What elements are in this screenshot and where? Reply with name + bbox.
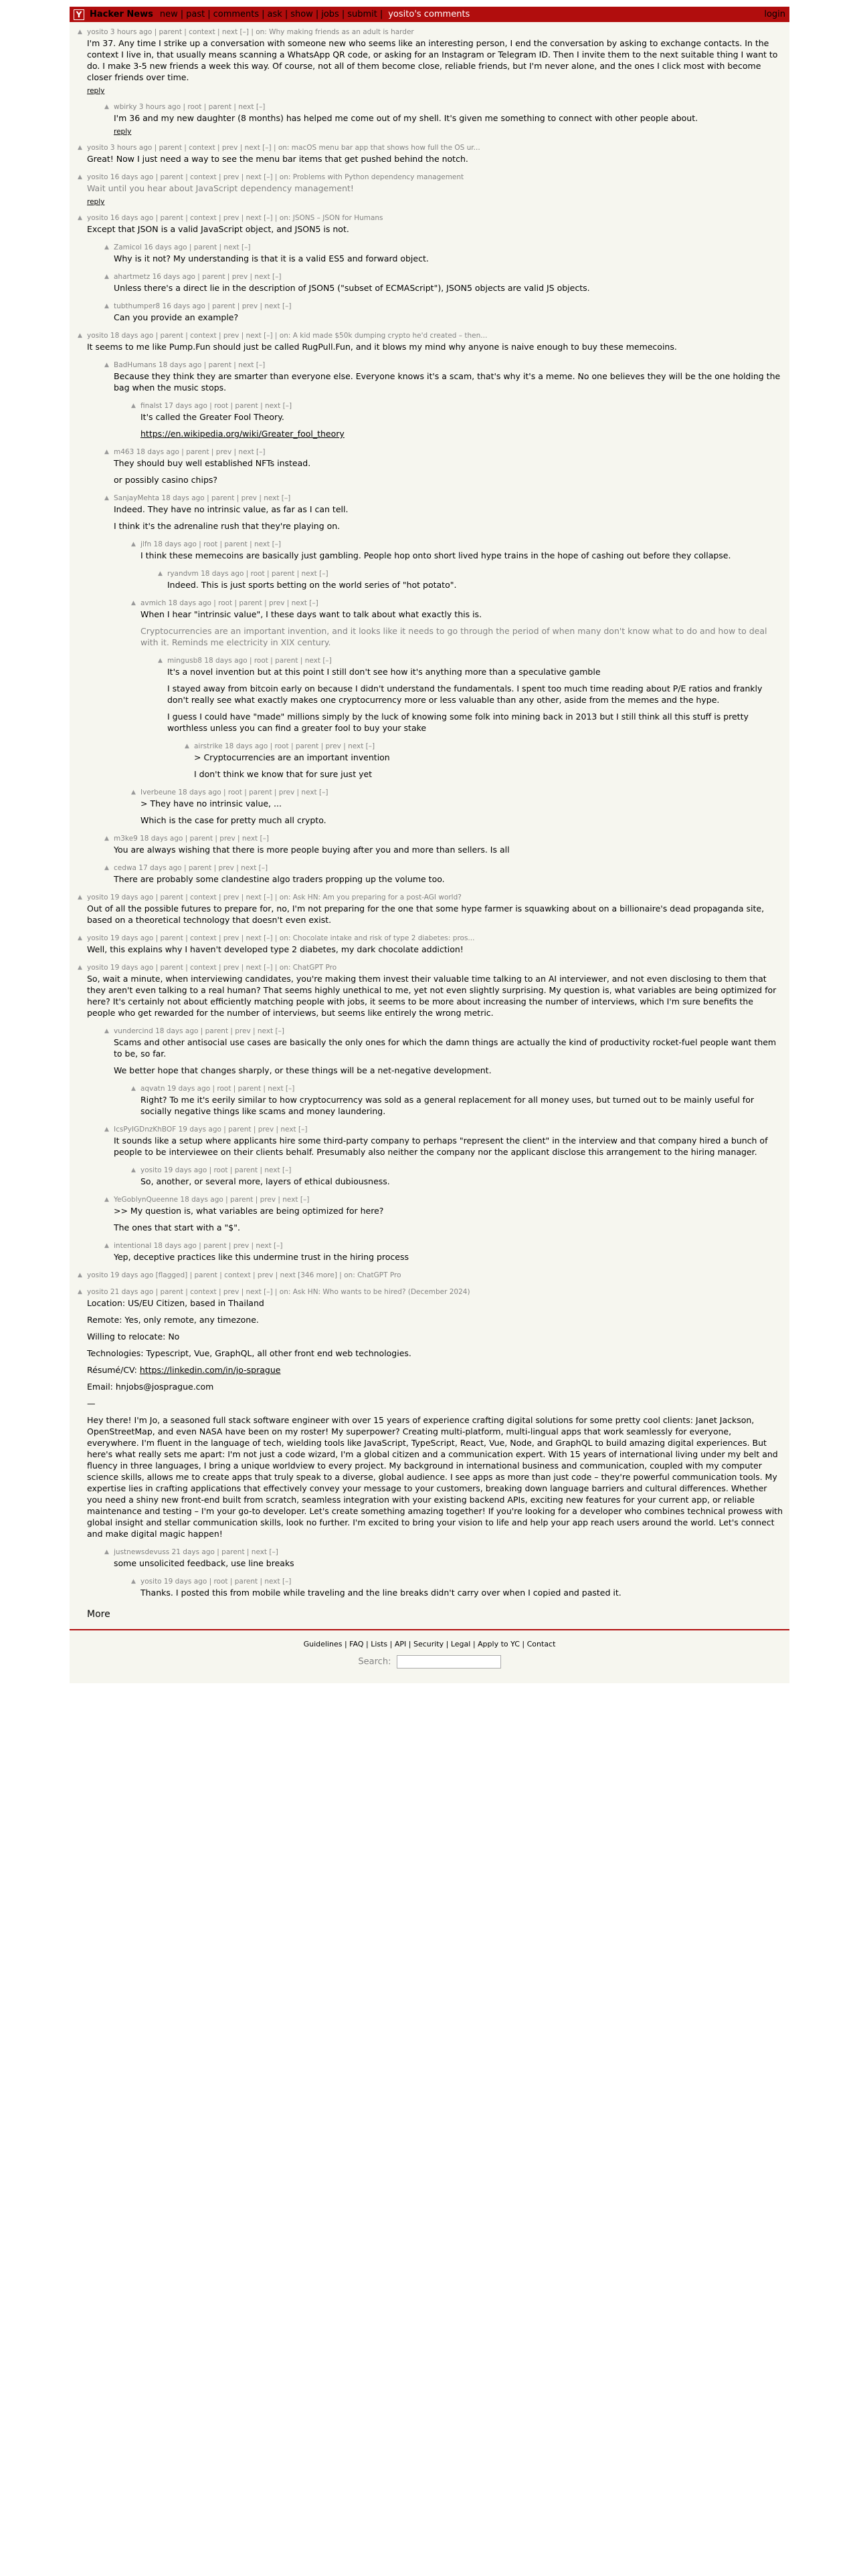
comment-meta[interactable]: yosito 19 days ago | parent | context | prev | next [–] | on: Chocolate intake and risk of type 2 diabetes: pros...: [87, 934, 475, 942]
comment: [158, 656, 789, 735]
comment-paragraph: You are always wishing that there is more people buying after you and more than sellers. Is all: [114, 845, 510, 855]
comment-meta[interactable]: yosito 3 hours ago | parent | context | next [–] | on: Why making friends as an adult is harder: [87, 28, 414, 36]
comment-text: [140, 798, 783, 826]
comment-text: [114, 253, 783, 264]
nav-ask[interactable]: ask: [267, 9, 282, 19]
comment-paragraph: When I hear "intrinsic value", I these days want to talk about what exactly this is.: [140, 609, 482, 619]
comment-paragraph: I don't think we know that for sure just yet: [194, 769, 373, 779]
comment-paragraph: Indeed. They have no intrinsic value, as far as I can tell.: [114, 504, 349, 514]
comment: [131, 1166, 789, 1188]
comment-paragraph: Out of all the possible futures to prepare for, no, I'm not preparing for the one that some hype farmer is squawking about on a billionaire's dead propaganda site, based on a theoretical technology that doesn't even exist.: [87, 903, 765, 925]
comment-text: [87, 153, 783, 165]
comment-body: [114, 102, 789, 136]
comment-meta[interactable]: yosito 16 days ago | parent | context | prev | next [–] | on: JSONS – JSON for Humans: [87, 214, 383, 222]
upvote-arrow-icon[interactable]: ▲: [104, 1196, 109, 1203]
comment-text: [87, 37, 783, 83]
comment: [78, 143, 789, 166]
upvote-arrow-icon[interactable]: ▲: [78, 894, 82, 901]
comment-text: [87, 223, 783, 235]
comment-link[interactable]: https://en.wikipedia.org/wiki/Greater_fool_theory: [140, 429, 345, 439]
comment-paragraph: It sounds like a setup where applicants hire some third-party company to perhaps "represent the client" in the interview and that company hired a bunch of people to be interviewee on their clients behalf. Presumably also neither the company nor the applicant disclose this arrangement to the hiring manager.: [114, 1136, 768, 1157]
comment-meta[interactable]: airstrike 18 days ago | root | parent | prev | next [–]: [194, 742, 375, 750]
comment-meta[interactable]: IcsPyIGDnzKhBOF 19 days ago | parent | prev | next [–]: [114, 1125, 308, 1134]
comment: [104, 302, 789, 324]
comment-meta[interactable]: yosito 19 days ago | parent | context | prev | next [–] | on: ChatGPT Pro: [87, 964, 337, 972]
upvote-arrow-icon[interactable]: ▲: [185, 743, 189, 750]
nav-separator: |: [180, 9, 184, 19]
footer-security-link[interactable]: Security: [413, 1640, 444, 1648]
upvote-arrow-icon[interactable]: ▲: [78, 332, 82, 339]
comment: [78, 1271, 789, 1281]
upvote-arrow-icon[interactable]: ▲: [131, 1578, 136, 1585]
footer-contact-link[interactable]: Contact: [527, 1640, 556, 1648]
upvote-arrow-icon[interactable]: ▲: [78, 1289, 82, 1295]
comment-paragraph: Except that JSON is a valid JavaScript object, and JSON5 is not.: [87, 224, 349, 234]
comment: [104, 243, 789, 265]
comment-paragraph: We better hope that changes sharply, or these things will be a net-negative development.: [114, 1065, 492, 1075]
comment-meta[interactable]: yosito 19 days ago [flagged] | parent | context | prev | next [346 more] | on: ChatGPT Pro: [87, 1271, 401, 1279]
upvote-arrow-icon[interactable]: ▲: [104, 449, 109, 455]
comment-paragraph: or possibly casino chips?: [114, 475, 218, 485]
comment-text: [87, 903, 783, 926]
comment-body: [114, 1027, 789, 1077]
upvote-arrow-icon[interactable]: ▲: [104, 274, 109, 280]
comment-paragraph: Wait until you hear about JavaScript dependency management!: [87, 183, 354, 193]
comment-text: [114, 844, 783, 855]
resume-label: Résumé/CV:: [87, 1365, 137, 1375]
footer-legal-link[interactable]: Legal: [450, 1640, 471, 1648]
comment-body: [87, 27, 789, 96]
comment-paragraph: There are probably some clandestine algo traders propping up the volume too.: [114, 874, 445, 884]
login-link[interactable]: login: [764, 9, 785, 19]
comment-text: [87, 973, 783, 1018]
footer-guidelines-link[interactable]: Guidelines: [303, 1640, 343, 1648]
upvote-arrow-icon[interactable]: ▲: [131, 600, 136, 607]
comment-paragraph: It's a novel invention but at this point I still don't see how it's anything more than a speculative gamble: [167, 667, 601, 677]
comment-body: [87, 173, 789, 207]
comment-text: [114, 1135, 783, 1158]
comment-body: [114, 834, 789, 857]
search-row: [70, 1655, 789, 1669]
comment-body: [87, 213, 789, 236]
upvote-arrow-icon[interactable]: ▲: [78, 144, 82, 151]
comment-text: [167, 666, 783, 734]
comment-paragraph: Indeed. This is just sports betting on the world series of "hot potato".: [167, 580, 457, 590]
comment: [104, 1125, 789, 1159]
comment-meta[interactable]: jlfn 18 days ago | root | parent | next [–]: [140, 540, 282, 548]
upvote-arrow-icon[interactable]: ▲: [158, 570, 163, 577]
comment-body: [87, 1271, 789, 1281]
comment-paragraph: I think it's the adrenaline rush that they're playing on.: [114, 521, 341, 531]
comment-body: [87, 331, 789, 354]
nav-show[interactable]: show: [290, 9, 313, 19]
comment-body: [114, 272, 789, 295]
comment-paragraph: Which is the case for pretty much all crypto.: [140, 815, 326, 825]
logo-icon[interactable]: Y: [74, 9, 84, 20]
comment-paragraph: Email: hnjobs@josprague.com: [87, 1382, 214, 1392]
comment: [78, 331, 789, 354]
comment-text: [140, 1587, 783, 1598]
comment-paragraph: Willing to relocate: No: [87, 1331, 180, 1341]
comment-body: [114, 1547, 789, 1570]
footer-links: Guidelines | FAQ | Lists | API | Security | Legal | Apply to YC | Contact: [303, 1640, 556, 1648]
upvote-arrow-icon[interactable]: ▲: [104, 303, 109, 310]
nav-separator: |: [379, 9, 383, 19]
resume-link[interactable]: https://linkedin.com/in/jo-sprague: [139, 1365, 281, 1375]
reply-link[interactable]: reply: [114, 128, 132, 136]
comment-meta[interactable]: Iverbeune 18 days ago | root | parent | prev | next [–]: [140, 788, 328, 796]
upvote-arrow-icon[interactable]: ▲: [104, 495, 109, 502]
comment-meta[interactable]: tubthumper8 16 days ago | parent | prev | next [–]: [114, 302, 292, 310]
comment-paragraph: I think these memecoins are basically just gambling. People hop onto short lived hype trains in the hope of cashing out before they collapse.: [140, 550, 731, 560]
comment-body: [87, 893, 789, 927]
comment-meta[interactable]: wbirky 3 hours ago | root | parent | next [–]: [114, 103, 266, 111]
comment-body: [87, 963, 789, 1020]
comment-meta[interactable]: yosito 16 days ago | parent | context | prev | next [–] | on: Problems with Python dependency management: [87, 173, 464, 181]
comment-paragraph: Unless there's a direct lie in the description of JSON5 ("subset of ECMAScript"), JSON5 objects are valid JS objects.: [114, 283, 590, 293]
comment-paragraph: some unsolicited feedback, use line breaks: [114, 1558, 294, 1568]
reply-link[interactable]: reply: [87, 198, 105, 206]
comment-body: [140, 1084, 789, 1118]
nav-separator: |: [284, 9, 288, 19]
footer-faq-link[interactable]: FAQ: [349, 1640, 364, 1648]
comment-paragraph: > They have no intrinsic value, ...: [140, 798, 282, 809]
comment: [104, 863, 789, 886]
comment-paragraph: I'm 36 and my new daughter (8 months) has helped me come out of my shell. It's given me something to connect with other people about.: [114, 113, 698, 123]
comment-text: [114, 312, 783, 323]
comment-text: [114, 1037, 783, 1076]
comment-body: [114, 1241, 789, 1264]
comment-body: [114, 302, 789, 324]
upvote-arrow-icon[interactable]: ▲: [131, 1167, 136, 1174]
comment: [131, 401, 789, 441]
nav-separator: |: [315, 9, 319, 19]
comment-meta[interactable]: vundercind 18 days ago | parent | prev | next [–]: [114, 1027, 284, 1035]
comment-body: [87, 934, 789, 956]
comment-meta[interactable]: m463 18 days ago | parent | prev | next [–]: [114, 448, 266, 456]
upvote-arrow-icon[interactable]: ▲: [104, 865, 109, 871]
comment-paragraph: Right? To me it's eerily similar to how cryptocurrency was sold as a general replacement for all money uses, but turned out to be mainly useful for socially negative things like scams and money laundering.: [140, 1095, 754, 1116]
comment: [104, 447, 789, 487]
comment-paragraph: > Cryptocurrencies are an important invention: [194, 752, 390, 762]
comment-meta[interactable]: yosito 19 days ago | parent | context | prev | next [–] | on: Ask HN: Am you preparing for a post-AGI world?: [87, 893, 462, 901]
comment-paragraph: Well, this explains why I haven't developed type 2 diabetes, my dark chocolate addiction!: [87, 944, 464, 954]
comment-text: [114, 1205, 783, 1233]
upvote-arrow-icon[interactable]: ▲: [158, 657, 163, 664]
footer-api-link[interactable]: API: [394, 1640, 407, 1648]
hn-page: [70, 7, 789, 1683]
upvote-arrow-icon[interactable]: ▲: [78, 29, 82, 35]
comment-body: [140, 1166, 789, 1188]
search-input[interactable]: [397, 1655, 501, 1669]
comment: [78, 1287, 789, 1541]
comment-text: [167, 579, 783, 591]
comment-paragraph: It seems to me like Pump.Fun should just be called RugPull.Fun, and it blows my mind why anyone is naive enough to buy these memecoins.: [87, 342, 677, 352]
comment-text: [140, 550, 783, 561]
comment: [131, 540, 789, 562]
comment-paragraph: Cryptocurrencies are an important invention, and it looks like it needs to go through the period of when many don't know what to do and how to deal with it. Reminds me electricity in XIX century.: [140, 626, 767, 647]
comment-paragraph: Scams and other antisocial use cases are basically the only ones for which the damn things are actually the kind of productivity rocket-fuel people want them to be, so far.: [114, 1037, 777, 1059]
comment-body: [114, 447, 789, 487]
comment: [78, 27, 789, 96]
comment-list: [70, 22, 789, 1600]
comment-meta[interactable]: BadHumans 18 days ago | parent | next [–]: [114, 361, 266, 369]
comment-text: [140, 411, 783, 439]
upvote-arrow-icon[interactable]: ▲: [78, 964, 82, 971]
comment-paragraph: Can you provide an example?: [114, 312, 239, 322]
upvote-arrow-icon[interactable]: ▲: [131, 789, 136, 796]
comment-paragraph: They should buy well established NFTs instead.: [114, 458, 311, 468]
upvote-arrow-icon[interactable]: ▲: [104, 362, 109, 368]
comment-paragraph: So, wait a minute, when interviewing candidates, you're making them invest their valuable time talking to an AI interviewer, and not even disclosing to them that they aren't even talking to a real human? That seems highly unethical to me, yet not even slightly surprising. My question is, what variables are being optimized for here? It's certainly not about efficiently matching people with jobs, it seems to be more about increasing the number of interviews, which I'm sure benefits the people who get rewarded for the number of interviews, but seems like entirely the wrong metric.: [87, 974, 777, 1018]
upvote-arrow-icon[interactable]: ▲: [131, 403, 136, 409]
comment-paragraph: Because they think they are smarter than everyone else. Everyone knows it's a scam, that's why it's a meme. No one believes they will be the one holding the bag when the music stops.: [114, 371, 781, 393]
comment: [185, 742, 789, 781]
reply-link[interactable]: reply: [87, 87, 105, 95]
comment-paragraph: Remote: Yes, only remote, any timezone.: [87, 1315, 259, 1325]
comment-body: [140, 1577, 789, 1600]
nav-comments[interactable]: comments: [213, 9, 260, 19]
upvote-arrow-icon[interactable]: ▲: [104, 1126, 109, 1133]
comment-body: [140, 788, 789, 827]
comment: [158, 569, 789, 592]
comment: [104, 272, 789, 295]
comment-body: [87, 1287, 789, 1541]
comment-text: [114, 370, 783, 393]
comment: [104, 360, 789, 395]
comment-text: [140, 609, 783, 648]
comment-meta[interactable]: SanjayMehta 18 days ago | parent | prev | next [–]: [114, 494, 291, 502]
nav-separator: |: [341, 9, 345, 19]
comment: [131, 1084, 789, 1118]
comment-text: [87, 1297, 783, 1539]
comment-paragraph: It's called the Greater Fool Theory.: [140, 412, 284, 422]
site-name-link[interactable]: Hacker News: [90, 9, 153, 19]
comment-body: [140, 401, 789, 441]
comment: [78, 893, 789, 927]
comment-meta[interactable]: ahartmetz 16 days ago | parent | prev | next [–]: [114, 273, 282, 281]
comment-text: [140, 1176, 783, 1187]
comment: [104, 834, 789, 857]
comment-meta[interactable]: intentional 18 days ago | parent | prev | next [–]: [114, 1242, 283, 1250]
comment-paragraph: So, another, or several more, layers of ethical dubiousness.: [140, 1176, 390, 1186]
comment-meta[interactable]: YeGoblynQueenne 18 days ago | parent | prev | next [–]: [114, 1196, 310, 1204]
upvote-arrow-icon[interactable]: ▲: [78, 1272, 82, 1279]
comment-body: [114, 863, 789, 886]
comment-meta[interactable]: yosito 3 hours ago | parent | context | prev | next [–] | on: macOS menu bar app that shows how full the OS ur...: [87, 144, 480, 152]
comment: [104, 102, 789, 136]
comment-text: [114, 457, 783, 486]
comment-meta[interactable]: justnewsdevuss 21 days ago | parent | next [–]: [114, 1548, 278, 1556]
comment-paragraph: —: [87, 1398, 96, 1408]
comment: [78, 173, 789, 207]
footer: [70, 1629, 789, 1683]
comment-paragraph: Yep, deceptive practices like this undermine trust in the hiring process: [114, 1252, 409, 1262]
comment-body: [114, 243, 789, 265]
comment-paragraph: Technologies: Typescript, Vue, GraphQL, all other front end web technologies.: [87, 1348, 411, 1358]
search-label: Search:: [358, 1656, 391, 1667]
comment-paragraph: The ones that start with a "$".: [114, 1222, 240, 1232]
comment: [131, 788, 789, 827]
comment-body: [114, 1125, 789, 1159]
upvote-arrow-icon[interactable]: ▲: [104, 1243, 109, 1249]
comment-meta[interactable]: avmich 18 days ago | root | parent | prev | next [–]: [140, 599, 318, 607]
header-bar: [70, 7, 789, 22]
upvote-arrow-icon[interactable]: ▲: [78, 215, 82, 221]
nav-separator: |: [262, 9, 265, 19]
comment-body: [114, 494, 789, 533]
comment-text: [114, 1251, 783, 1263]
comment-meta[interactable]: ryandvm 18 days ago | root | parent | next [–]: [167, 570, 328, 578]
comment-paragraph: Great! Now I just need a way to see the menu bar items that get pushed behind the notch.: [87, 154, 468, 164]
comment-text: [114, 282, 783, 294]
comment: [78, 934, 789, 956]
comment-meta[interactable]: aqvatn 19 days ago | root | parent | next [–]: [140, 1085, 295, 1093]
footer-lists-link[interactable]: Lists: [371, 1640, 388, 1648]
comment-text: [114, 1558, 783, 1569]
comment-meta[interactable]: mingusb8 18 days ago | root | parent | next [–]: [167, 657, 332, 665]
comment-paragraph: Why is it not? My understanding is that it is a valid ES5 and forward object.: [114, 253, 429, 263]
more-link[interactable]: More: [87, 1609, 110, 1620]
comment-body: [194, 742, 789, 781]
comment: [131, 1577, 789, 1600]
comment: [104, 1195, 789, 1235]
comment-text: [140, 1094, 783, 1117]
upvote-arrow-icon[interactable]: ▲: [78, 935, 82, 942]
upvote-arrow-icon[interactable]: ▲: [78, 174, 82, 181]
user-page-title: yosito's comments: [388, 9, 470, 19]
upvote-arrow-icon[interactable]: ▲: [104, 835, 109, 842]
comment-meta[interactable]: m3ke9 18 days ago | parent | prev | next [–]: [114, 835, 269, 843]
comment-paragraph: I guess I could have "made" millions simply by the luck of knowing some folk into mining back in 2013 but I still think all this stuff is pretty worthless unless you can find a greater fool to buy your stake: [167, 712, 749, 733]
upvote-arrow-icon[interactable]: ▲: [104, 1549, 109, 1555]
comment: [104, 1027, 789, 1077]
comment-paragraph: I'm 37. Any time I strike up a conversation with someone new who seems like an interesting person, I end the conversation by asking to exchange contacts. In the context I live in, that usually means scanning a WhatsApp QR code, or asking for an Instagram or Telegram ID. Then I invite them to the next suitable thing I want to do. I make 3-5 new friends a week this way. Of course, not all of them become close, reliable friends, but I'm never alone, and the ones I click most with become closer friends over time.: [87, 38, 778, 82]
comment-body: [167, 656, 789, 735]
comment-meta[interactable]: yosito 18 days ago | parent | context | prev | next [–] | on: A kid made $50k dumping crypto he'd created – then...: [87, 332, 488, 340]
comment-meta[interactable]: finalst 17 days ago | root | parent | next [–]: [140, 402, 292, 410]
comment-paragraph: >> My question is, what variables are being optimized for here?: [114, 1206, 384, 1216]
comment-meta[interactable]: yosito 19 days ago | root | parent | next [–]: [140, 1166, 292, 1174]
nav-submit[interactable]: submit: [347, 9, 377, 19]
comment: [104, 494, 789, 533]
comment-paragraph: Hey there! I'm Jo, a seasoned full stack software engineer with over 15 years of experience crafting digital solutions for some pretty cool clients: Janet Jackson, OpenStreetMap, and even NASA have been on my roster! My superpower? Creating multi-platform, multi-lingual apps that work seamlessly for everyone, everywhere. I'm fluent in the language of tech, wielding tools like JavaScript, TypeScript, React, Vue, Node, and GraphQL to build amazing digital experiences. But here's what really sets me apart: I'm not just a code wizard, I'm a global citizen and a communication expert. With 15 years of international living under my belt and fluency in three languages, I bring a unique worldview to every project. My background in international business and communication, coupled with my computer science skills, allows me to create apps that truly speak to a diverse, global audience. I see apps as more than just code – they're powerful communication tools. My expertise lies in crafting applications that effectively convey your message to your customers, breaking down language barriers and cultural differences. Whether you need a shiny new front-end built from scratch, seamless integration with your existing backend APIs, exciting new features for your current app, or reliable maintenance and testing – I'm your go-to developer. Let's create something amazing together! If you're looking for a developer who combines technical prowess with global insight and stellar communication skills, look no further. I'm excited to bring your vision to life and help your app reach users around the world. Let's connect and make digital magic happen!: [87, 1415, 783, 1539]
comment-meta[interactable]: Zamicol 16 days ago | parent | next [–]: [114, 243, 251, 251]
comment-text: [87, 944, 783, 955]
comment-body: [114, 360, 789, 395]
comment-paragraph: Location: US/EU Citizen, based in Thailand: [87, 1298, 264, 1308]
comment-paragraph: Thanks. I posted this from mobile while traveling and the line breaks didn't carry over when I copied and pasted it.: [140, 1588, 622, 1598]
comment-meta[interactable]: yosito 21 days ago | parent | context | prev | next [–] | on: Ask HN: Who wants to be hired? (December 2024): [87, 1288, 470, 1296]
upvote-arrow-icon[interactable]: ▲: [131, 1085, 136, 1092]
nav-jobs[interactable]: jobs: [321, 9, 339, 19]
comment-text: [114, 504, 783, 532]
comment-meta[interactable]: cedwa 17 days ago | parent | prev | next [–]: [114, 864, 268, 872]
comment-text: [87, 341, 783, 352]
comment-body: [87, 143, 789, 166]
comment: [78, 213, 789, 236]
comment: [131, 599, 789, 649]
nav-past[interactable]: past: [186, 9, 205, 19]
nav-new[interactable]: new: [159, 9, 178, 19]
comment: [104, 1547, 789, 1570]
comment-text: [114, 873, 783, 885]
comment-paragraph: I stayed away from bitcoin early on because I didn't understand the fundamentals. I spent too much time reading about P/E ratios and frankly don't really see what exactly makes one cryptocurrency more or less valuable than any other, aside from the memes and the hype.: [167, 683, 763, 705]
comment-text: [194, 752, 783, 780]
upvote-arrow-icon[interactable]: ▲: [104, 104, 109, 110]
comment-text: [114, 112, 783, 124]
comment-body: [114, 1195, 789, 1235]
upvote-arrow-icon[interactable]: ▲: [104, 244, 109, 251]
comment-body: [167, 569, 789, 592]
upvote-arrow-icon[interactable]: ▲: [104, 1028, 109, 1035]
comment-body: [140, 540, 789, 562]
nav-separator: |: [207, 9, 211, 19]
upvote-arrow-icon[interactable]: ▲: [131, 541, 136, 548]
comment-text: [87, 183, 783, 194]
footer-apply-link[interactable]: Apply to YC: [478, 1640, 520, 1648]
comment-meta[interactable]: yosito 19 days ago | root | parent | next [–]: [140, 1578, 292, 1586]
comment: [104, 1241, 789, 1264]
comment-body: [140, 599, 789, 649]
comment: [78, 963, 789, 1020]
